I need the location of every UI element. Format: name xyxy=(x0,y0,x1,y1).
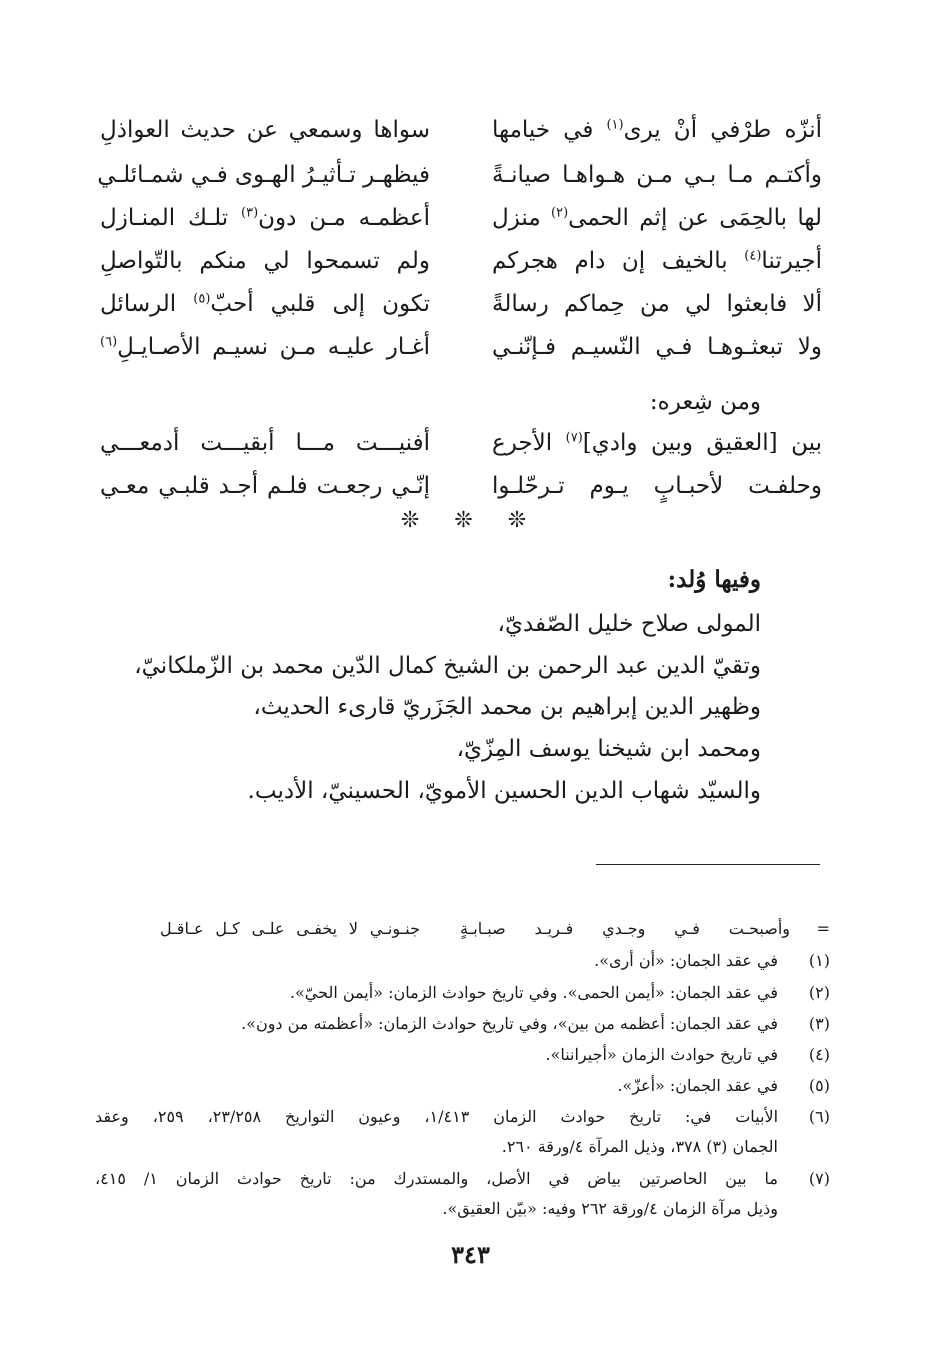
verse-row xyxy=(97,157,822,193)
footnote xyxy=(95,978,830,1008)
verse-second-hemistich: ولم تسمحوا لي منكم بالتّواصلِ xyxy=(100,248,430,274)
verse-row xyxy=(100,112,822,148)
verse-first-hemistich: وحلفـت لأحبـابٍ يـوم تـرحّلـوا xyxy=(492,473,822,499)
footnote xyxy=(95,1040,830,1070)
footnote-text: في تاريخ حوادث الزمان «أجيراننا». xyxy=(545,1045,778,1064)
footnote-number: (٢) xyxy=(808,983,830,1002)
continuation-mark: = xyxy=(816,919,830,938)
verse-second-hemistich: أفنيـــت مـــا أبقيـــت أدمعـــي xyxy=(100,430,430,456)
footnote-verse-first: وأصبحـت فـي وجـدي فـريـد صبـابـةٍ xyxy=(460,919,790,938)
verse-second-hemistich: إنّـي رجعـت فلـم أجـد قلبـي معـي xyxy=(100,473,430,499)
footnote xyxy=(95,1164,830,1224)
footnote-text: الأبيات في: تاريخ حوادث الزمان ١/٤١٣، وعيون التواريخ ٢٣/٢٥٨، ٢٥٩، وعقد xyxy=(95,1107,779,1126)
footnote-text: ما بين الحاصرتين بياض في الأصل، والمستدرك من: تاريخ حوادث الزمان ١/ ٤١٥، xyxy=(95,1169,778,1188)
verse-first-hemistich: ألا فابعثوا لي من حِماكم رسالةً xyxy=(492,291,822,317)
born-item: ومحمد ابن شيخنا يوسف المِزّيّ، xyxy=(456,736,761,762)
footnote xyxy=(95,1102,830,1162)
born-item: والسيّد شهاب الدين الحسين الأمويّ، الحسينيّ، الأديب. xyxy=(247,778,761,804)
verse-second-hemistich: فيظهـر تـأثيـرُ الهـوى فـي شمـائلـي xyxy=(97,162,430,188)
verse-row xyxy=(100,286,822,322)
footnote-text: في عقد الجمان: «أيمن الحمى». وفي تاريخ حوادث الزمان: «أيمن الحيّ». xyxy=(289,983,778,1002)
footnote-number: (٧) xyxy=(808,1169,830,1188)
footnote-divider xyxy=(596,864,820,865)
footnote-continuation xyxy=(140,915,830,943)
footnote-text: الجمان (٣) ٣٧٨، وذيل المرآة ٤/ورقة ٢٦٠. xyxy=(501,1137,778,1156)
verse-first-hemistich: ولا تبعثـوهـا فـي النّسيـم فـإنّنـي xyxy=(492,334,822,360)
verse-row xyxy=(100,200,822,236)
section-separator: ❊ ❊ ❊ xyxy=(400,508,541,533)
verse-first-hemistich: لها بالحِمَى عن إثم الحمى$^{(٢)}$ منزل xyxy=(492,205,822,231)
footnote-number: (٦) xyxy=(808,1107,830,1126)
verse-first-hemistich: بين [العقيق وبين وادي]$^{(٧)}$ الأجرع xyxy=(492,430,822,456)
verse-second-hemistich: سواها وسمعي عن حديث العواذلِ xyxy=(100,117,430,143)
verse-second-hemistich: تكون إلى قلبي أحبّ$^{(٥)}$ الرسائل xyxy=(100,291,430,317)
footnote-text-block xyxy=(95,1164,778,1224)
born-item: وظهير الدين إبراهيم بن محمد الجَزَريّ قارىء الحديث، xyxy=(253,694,761,720)
footnote xyxy=(95,1071,830,1101)
verse-row xyxy=(100,425,822,461)
verse-second-hemistich: أغـار عليـه مـن نسيـم الأصـايـلِ$^{(٦)}$ xyxy=(100,334,430,360)
footnote-number: (٥) xyxy=(808,1076,830,1095)
footnote-text: في عقد الجمان: «أعزّ». xyxy=(617,1076,778,1095)
verse-second-hemistich: أعظمـه مـن دون$^{(٣)}$ تلـك المنـازل xyxy=(100,205,430,231)
footnote-text: في عقد الجمان: أعظمه من بين»، وفي تاريخ حوادث الزمان: «أعظمته من دون». xyxy=(241,1014,778,1033)
verse-row xyxy=(100,329,822,365)
born-item: المولى صلاح خليل الصّفديّ، xyxy=(497,611,761,637)
footnote-verse-second: جنـونـي لا يخفـى علـى كـل عـاقـل xyxy=(160,919,420,938)
poem-intro: ومن شِعره: xyxy=(649,389,761,415)
verse-first-hemistich: أنزّه طرْفي أنْ يرى$^{(١)}$ في خيامها xyxy=(492,117,822,143)
footnote-text: في عقد الجمان: «أن أرى». xyxy=(594,951,778,970)
footnote-text-block xyxy=(95,1102,778,1162)
footnote-text: وذيل مرآة الزمان ٤/ورقة ٢٦٢ وفيه: «بيّن العقيق». xyxy=(442,1199,778,1218)
footnote xyxy=(95,946,830,976)
verse-first-hemistich: أجيرتنا$^{(٤)}$ بالخيف إن دام هجركم xyxy=(492,248,822,274)
born-item: وتقيّ الدين عبد الرحمن بن الشيخ كمال الدّين محمد بن الزّملكانيّ، xyxy=(134,653,761,679)
verse-first-hemistich: وأكتـم مـا بـي مـن هـواهـا صيانـةً xyxy=(492,162,822,188)
footnote-number: (٤) xyxy=(808,1045,830,1064)
verse-row xyxy=(100,468,822,504)
section-heading: وفيها وُلد: xyxy=(667,566,761,593)
footnote xyxy=(95,1009,830,1039)
footnote-number: (٣) xyxy=(808,1014,830,1033)
footnote-number: (١) xyxy=(808,951,830,970)
page-number: ٣٤٣ xyxy=(451,1240,490,1269)
verse-row xyxy=(100,243,822,279)
